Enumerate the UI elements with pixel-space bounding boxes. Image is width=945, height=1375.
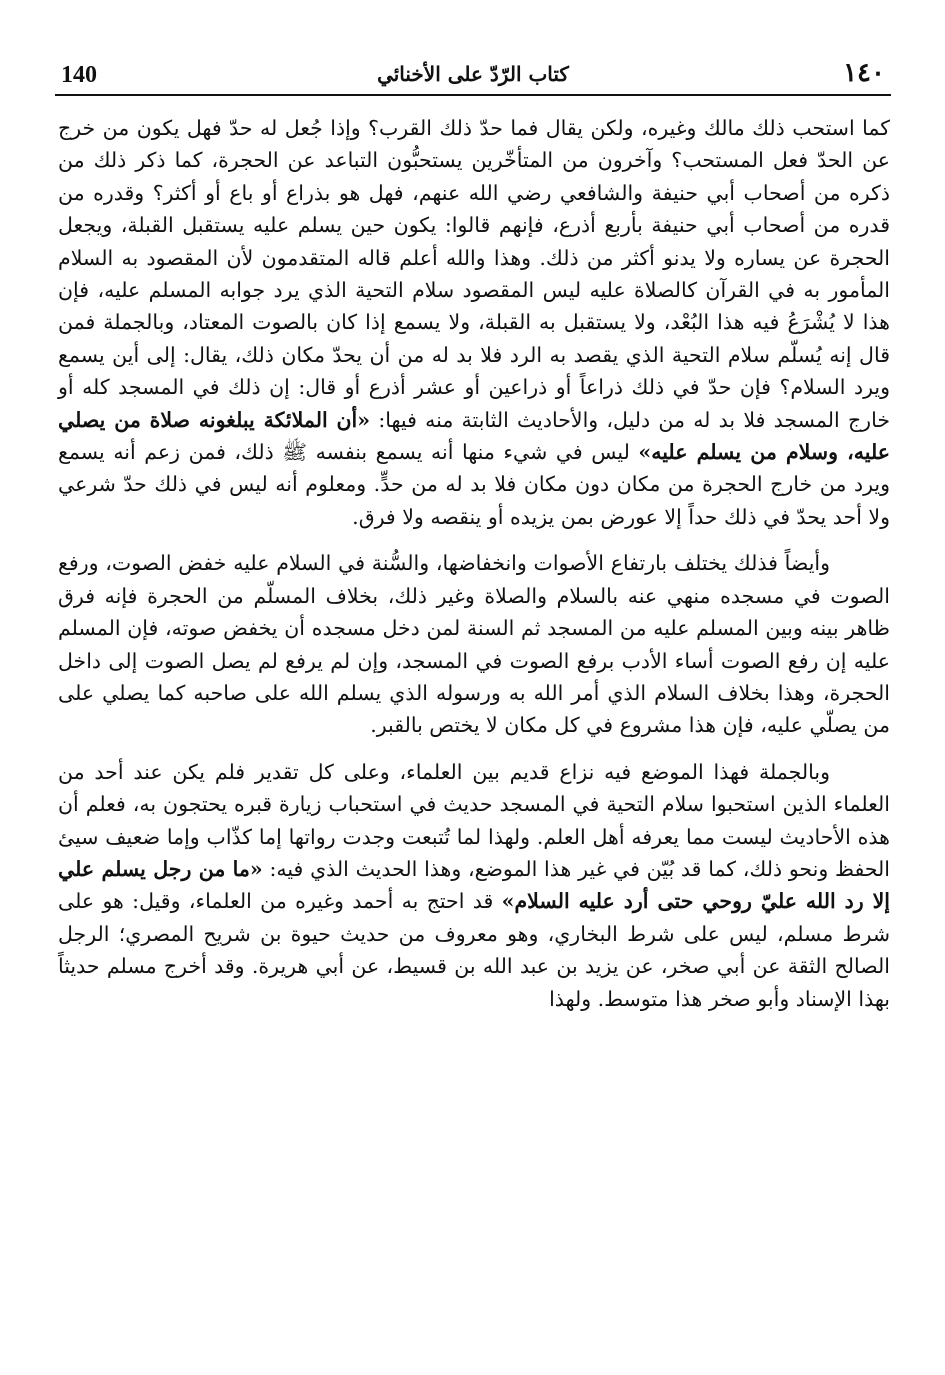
page-header bbox=[55, 60, 891, 96]
text-segment: وأيضاً فذلك يختلف بارتفاع الأصوات وانخفاضها، والسُّنة في السلام عليه خفض الصوت، ورفع الصوت في مسجده منهي عنه بالسلام والصلاة وغير ذلك، بخلاف المسلّم من الحجرة فإنه فرق ظاهر بينه وبين المسلم عليه من المسجد ثم السنة لمن دخل مسجده أن يخفض صوته، فإن المسلم عليه إن رفع الصوت أساء الأدب برفع الصوت في المسجد، وإن لم يرفع لم يصل الصوت إلى داخل الحجرة، وهذا بخلاف السلام الذي أمر الله به ورسوله الذي يسلم الله على صاحبه كما يصلي على من يصلّي عليه، فإن هذا مشروع في كل مكان لا يختص بالقبر. bbox=[58, 551, 890, 738]
text-segment: وبالجملة فهذا الموضع فيه نزاع قديم بين العلماء، وعلى كل تقدير فلم يكن عند أحد من العلماء الذين استحبوا سلام التحية في المسجد حديث في استحباب زيارة قبره يحتجون به، فعلم أن هذه الأحاديث ليست مما يعرفه أهل العلم. ولهذا لما تُتبعت وجدت رواتها إما كذّاب وإما ضعيف سيئ الحفظ ونحو ذلك، كما قد بُيّن في غير هذا الموضع، وهذا الحديث الذي فيه: bbox=[58, 759, 890, 881]
page-number-latin: 140 bbox=[61, 62, 97, 88]
hadith-quote: «أن الملائكة يبلغونه صلاة من يصلي عليه، وسلام من يسلم عليه» bbox=[58, 407, 890, 465]
paragraph-3 bbox=[58, 756, 890, 1015]
text-segment: ليس في شيء منها أنه يسمع بنفسه ﷺ ذلك، فمن زعم أنه يسمع ويرد من خارج الحجرة من مكان دون مكان فلا بد له من حدٍّ. ومعلوم أنه ليس في ذلك حدّ شرعي ولا أحد يحدّ في ذلك حداً إلا عورض بمن يزيده أو ينقصه ولا فرق. bbox=[58, 440, 890, 529]
text-segment: كما استحب ذلك مالك وغيره، ولكن يقال فما حدّ ذلك القرب؟ وإذا جُعل له حدّ فهل يكون من خرج عن الحدّ فعل المستحب؟ وآخرون من المتأخّرين يستحبُّون التباعد عن الحجرة، كما ذكر ذلك من ذكره من أصحاب أبي حنيفة والشافعي رضي الله عنهم، فهل هو بذراع أو باع أو أكثر؟ وقدره من قدره من أصحاب أبي حنيفة بأربع أذرع، فإنهم قالوا: يكون حين يسلم عليه يستقبل القبلة، ويجعل الحجرة عن يساره ولا يدنو أكثر من ذلك. وهذا والله أعلم قاله المتقدمون لأن المقصود به السلام المأمور به في القرآن كالصلاة عليه ليس المقصود سلام التحية الذي يرد جوابه المسلم عليه، فإن هذا لا يُشْرَعُ فيه هذا البُعْد، ولا يستقبل به القبلة، ولا يسمع إذا كان بالصوت المعتاد، وبالجملة فمن قال إنه يُسلّم سلام التحية الذي يقصد به الرد فلا بد له من أن يحدّ مكان ذلك، يقال: إلى أين يسمع ويرد السلام؟ فإن حدّ في ذلك ذراعاً أو ذراعين أو عشر أذرع أو قال: إن ذلك في المسجد كله أو خارج المسجد فلا بد له من دليل، والأحاديث الثابتة منه فيها: bbox=[58, 116, 891, 432]
text-segment: قد احتج به أحمد وغيره من العلماء، وقيل: هو على شرط مسلم، ليس على شرط البخاري، وهو معروف من حديث حيوة بن شريح المصري؛ الرجل الصالح الثقة عن أبي صخر، عن يزيد بن عبد الله بن قسيط، عن أبي هريرة. وقد أخرج مسلم حديثاً بهذا الإسناد وأبو صخر هذا متوسط. ولهذا bbox=[58, 889, 890, 1011]
paragraph-2 bbox=[58, 547, 890, 741]
hadith-quote: «ما من رجل يسلم علي إلا رد الله عليّ روحي حتى أرد عليه السلام» bbox=[58, 856, 890, 914]
running-title: كتاب الرّدّ على الأخنائي bbox=[377, 62, 569, 86]
page-number-arabic: ١٤٠ bbox=[843, 58, 885, 88]
body-text bbox=[58, 112, 890, 1015]
header-rule bbox=[55, 94, 891, 96]
paragraph-1 bbox=[58, 112, 890, 533]
